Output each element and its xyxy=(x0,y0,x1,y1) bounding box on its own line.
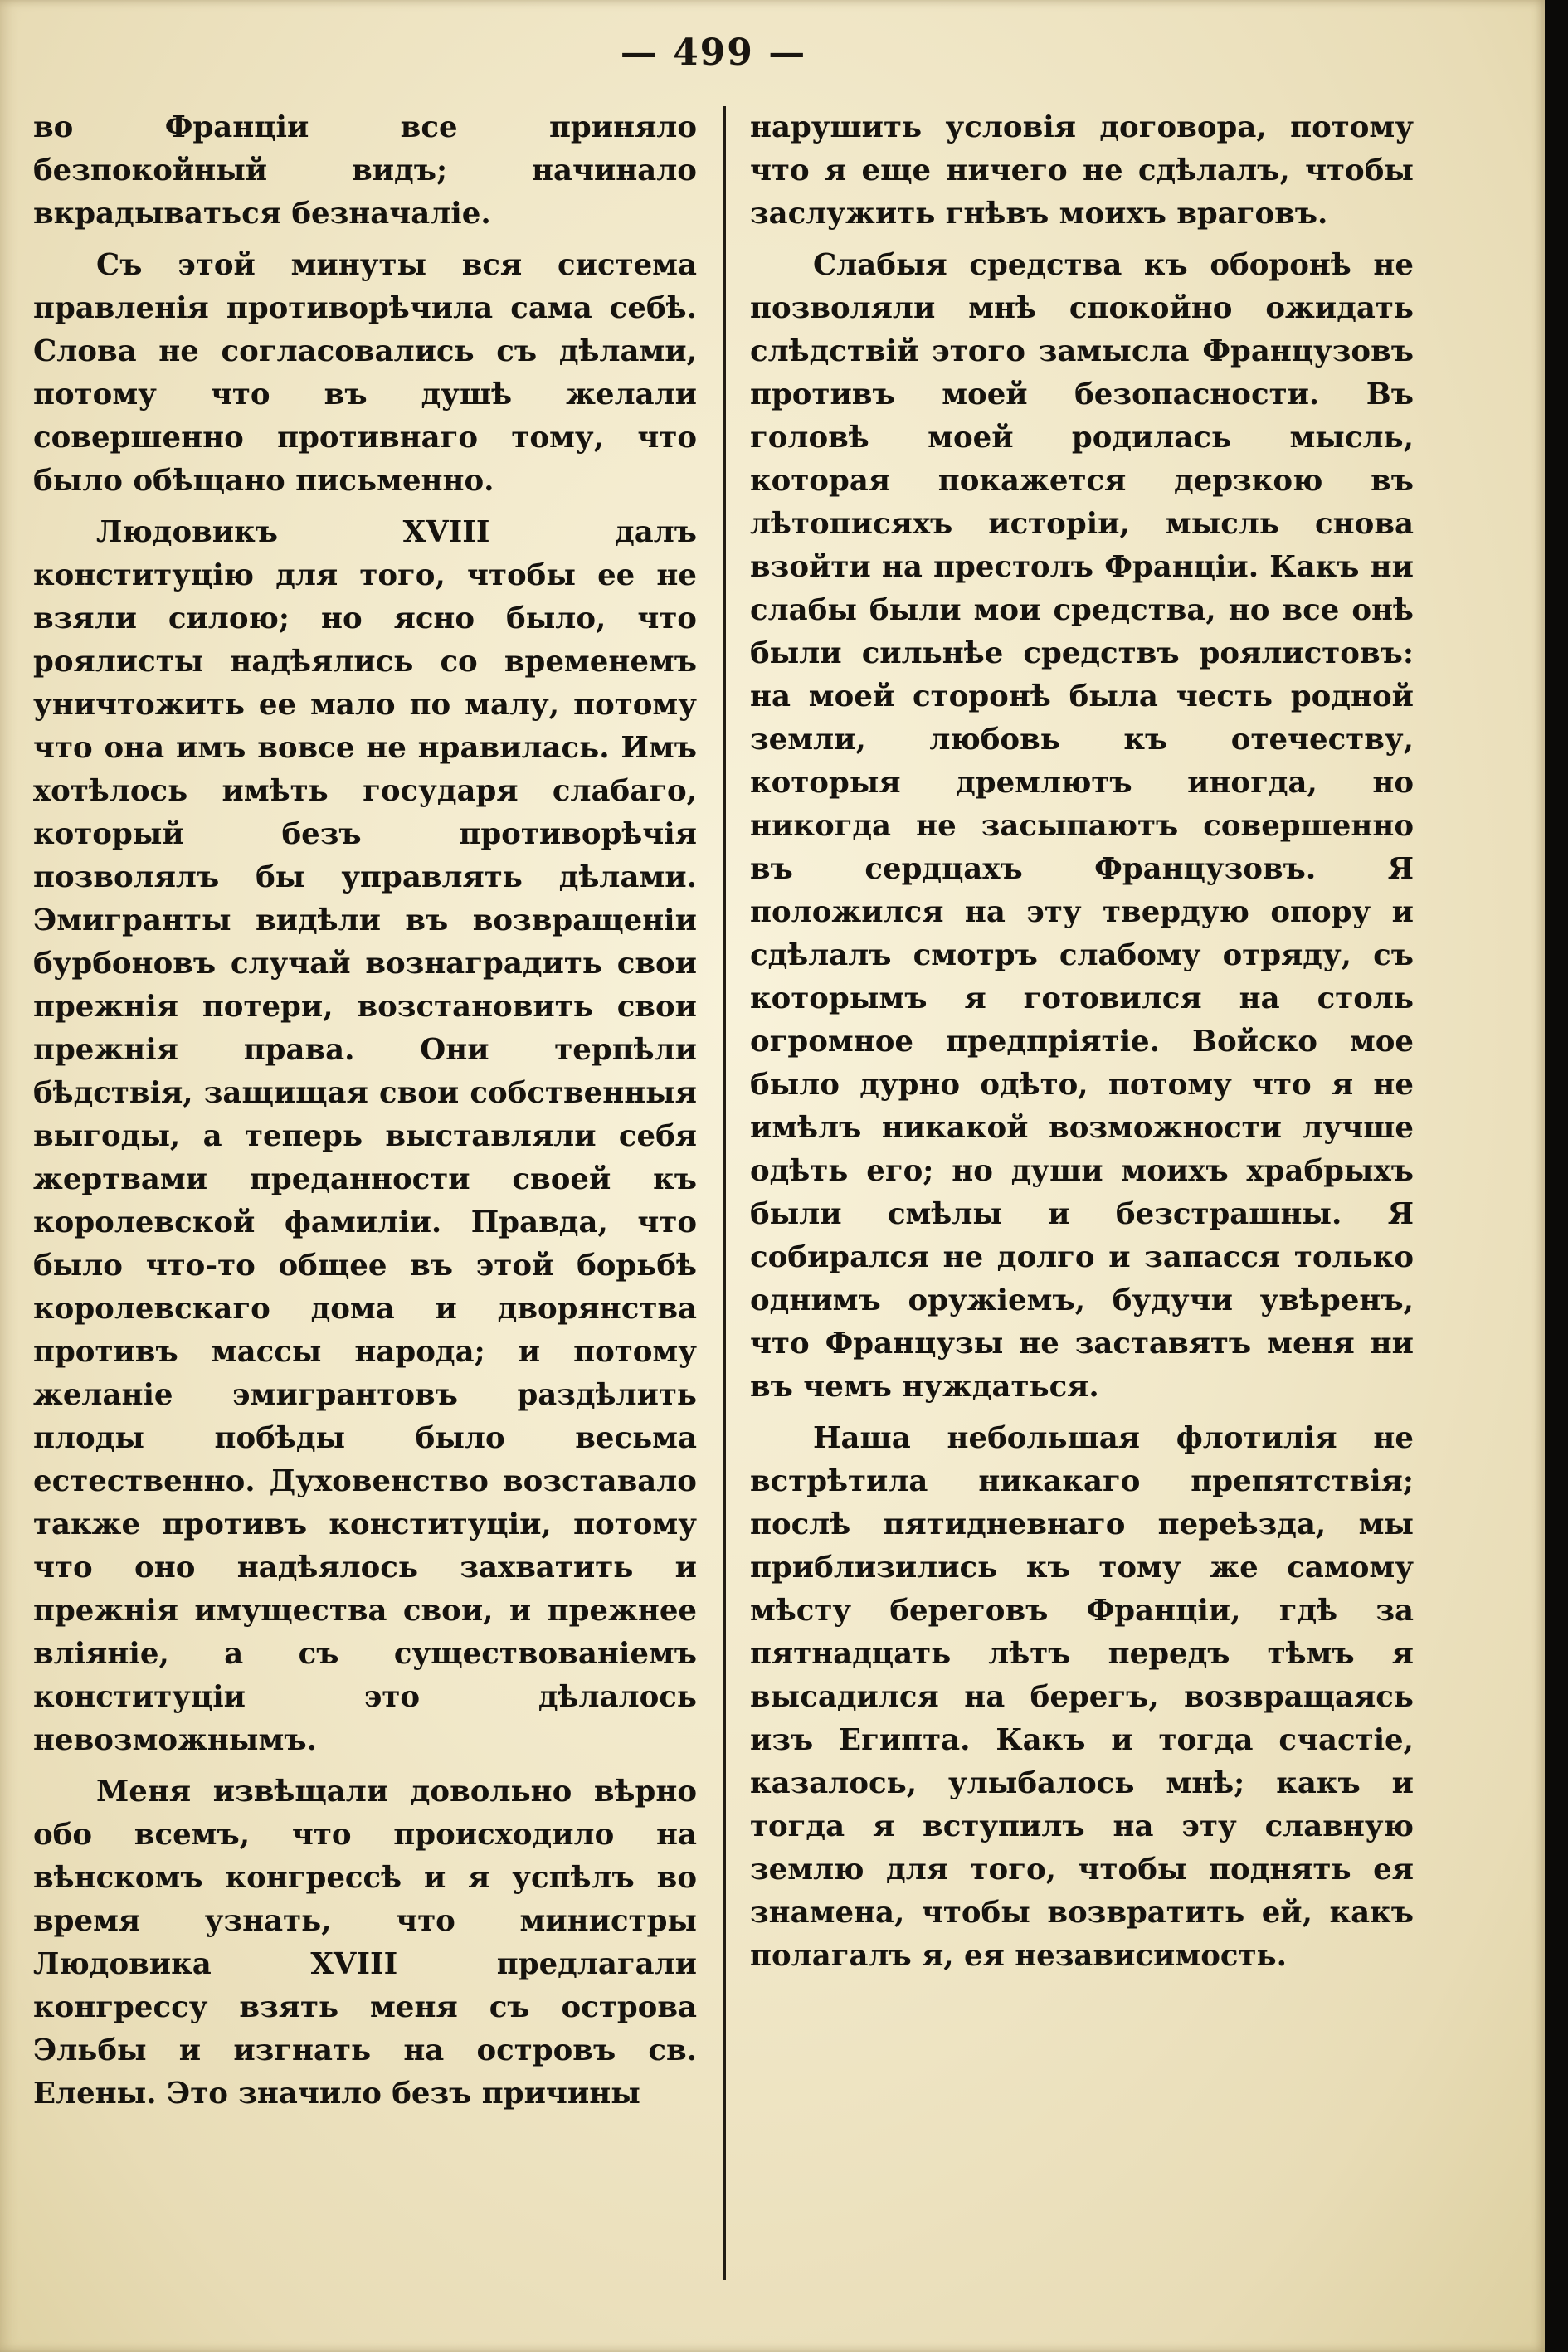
paragraph: во Франціи все приняло безпокойный видъ; начинало вкрадываться безначаліе. xyxy=(33,110,697,231)
paragraph: Меня извѣщали довольно вѣрно обо всемъ, что происходило на вѣнскомъ конгрессѣ и я успѣлъ во время узнать, что министры Людовика XVIII предлагали конгрессу взять меня съ острова Эльбы и изгнать на островъ св. Елены. Это значило безъ причины xyxy=(33,1775,697,2111)
paragraph: нарушить условія договора, потому что я еще ничего не сдѣлалъ, чтобы заслужить гнѣвъ моихъ враговъ. xyxy=(750,110,1414,231)
paragraph: Съ этой минуты вся система правленія противорѣчила сама себѣ. Слова не согласовались съ дѣлами, потому что въ душѣ желали совершенно противнаго тому, что было обѣщано письменно. xyxy=(33,248,697,498)
paragraph: Слабыя средства къ оборонѣ не позволяли мнѣ спокойно ожидать слѣдствій этого замысла Французовъ противъ моей безопасности. Въ головѣ моей родилась мысль, которая покажется дерзкою въ лѣтописяхъ исторіи, мысль снова взойти на престолъ Франціи. Какъ ни слабы были мои средства, но все онѣ были сильнѣе средствъ роялистовъ: на моей сторонѣ была честь родной земли, любовь къ отечеству, которыя дремлютъ иногда, но никогда не засыпаютъ совершенно въ сердцахъ Французовъ. Я положился на эту твердую опору и сдѣлалъ смотръ слабому отряду, съ которымъ я готовился на столь огромное предпріятіе. Войско мое было дурно одѣто, потому что я не имѣлъ никакой возможности лучше одѣть его; но души моихъ храбрыхъ были смѣлы и безстрашны. Я собирался не долго и запасся только однимъ оружіемъ, будучи увѣренъ, что Французы не заставятъ меня ни въ чемъ нуждаться. xyxy=(750,248,1414,1404)
right-column xyxy=(750,106,1414,1986)
left-column xyxy=(33,106,697,2124)
paragraph: Наша небольшая флотилія не встрѣтила никакаго препятствія; послѣ пятидневнаго переѣзда, мы приблизились къ тому же самому мѣсту береговъ Франціи, гдѣ за пятнадцать лѣтъ передъ тѣмъ я высадился на берегъ, возвращаясь изъ Египта. Какъ и тогда счастіе, казалось, улыбалось мнѣ; какъ и тогда я вступилъ на эту славную землю для того, чтобы поднять ея знамена, чтобы возвратить ей, какъ полагалъ я, ея независимость. xyxy=(750,1421,1414,1973)
page-number: — 499 — xyxy=(620,32,807,74)
column-divider xyxy=(723,106,726,2280)
paragraph: Людовикъ XVIII далъ конституцію для того, чтобы ее не взяли силою; но ясно было, что роялисты надѣялись со временемъ уничтожить ее мало по малу, потому что она имъ вовсе не нравилась. Имъ хотѣлось имѣть государя слабаго, который безъ противорѣчія позволялъ бы управлять дѣлами. Эмигранты видѣли въ возвращеніи бурбоновъ случай вознаградить свои прежнія потери, возстановить свои прежнія права. Они терпѣли бѣдствія, защищая свои собственныя выгоды, а теперь выставляли себя жертвами преданности своей къ королевской фамиліи. Правда, что было что-то общее въ этой борьбѣ королевскаго дома и дворянства противъ массы народа; и потому желаніе эмигрантовъ раздѣлить плоды побѣды было весьма естественно. Духовенство возставало также противъ конституціи, потому что оно надѣялось захватить и прежнія имущества свои, и прежнее вліяніе, а съ существованіемъ конституціи это дѣлалось невозможнымъ. xyxy=(33,515,697,1757)
